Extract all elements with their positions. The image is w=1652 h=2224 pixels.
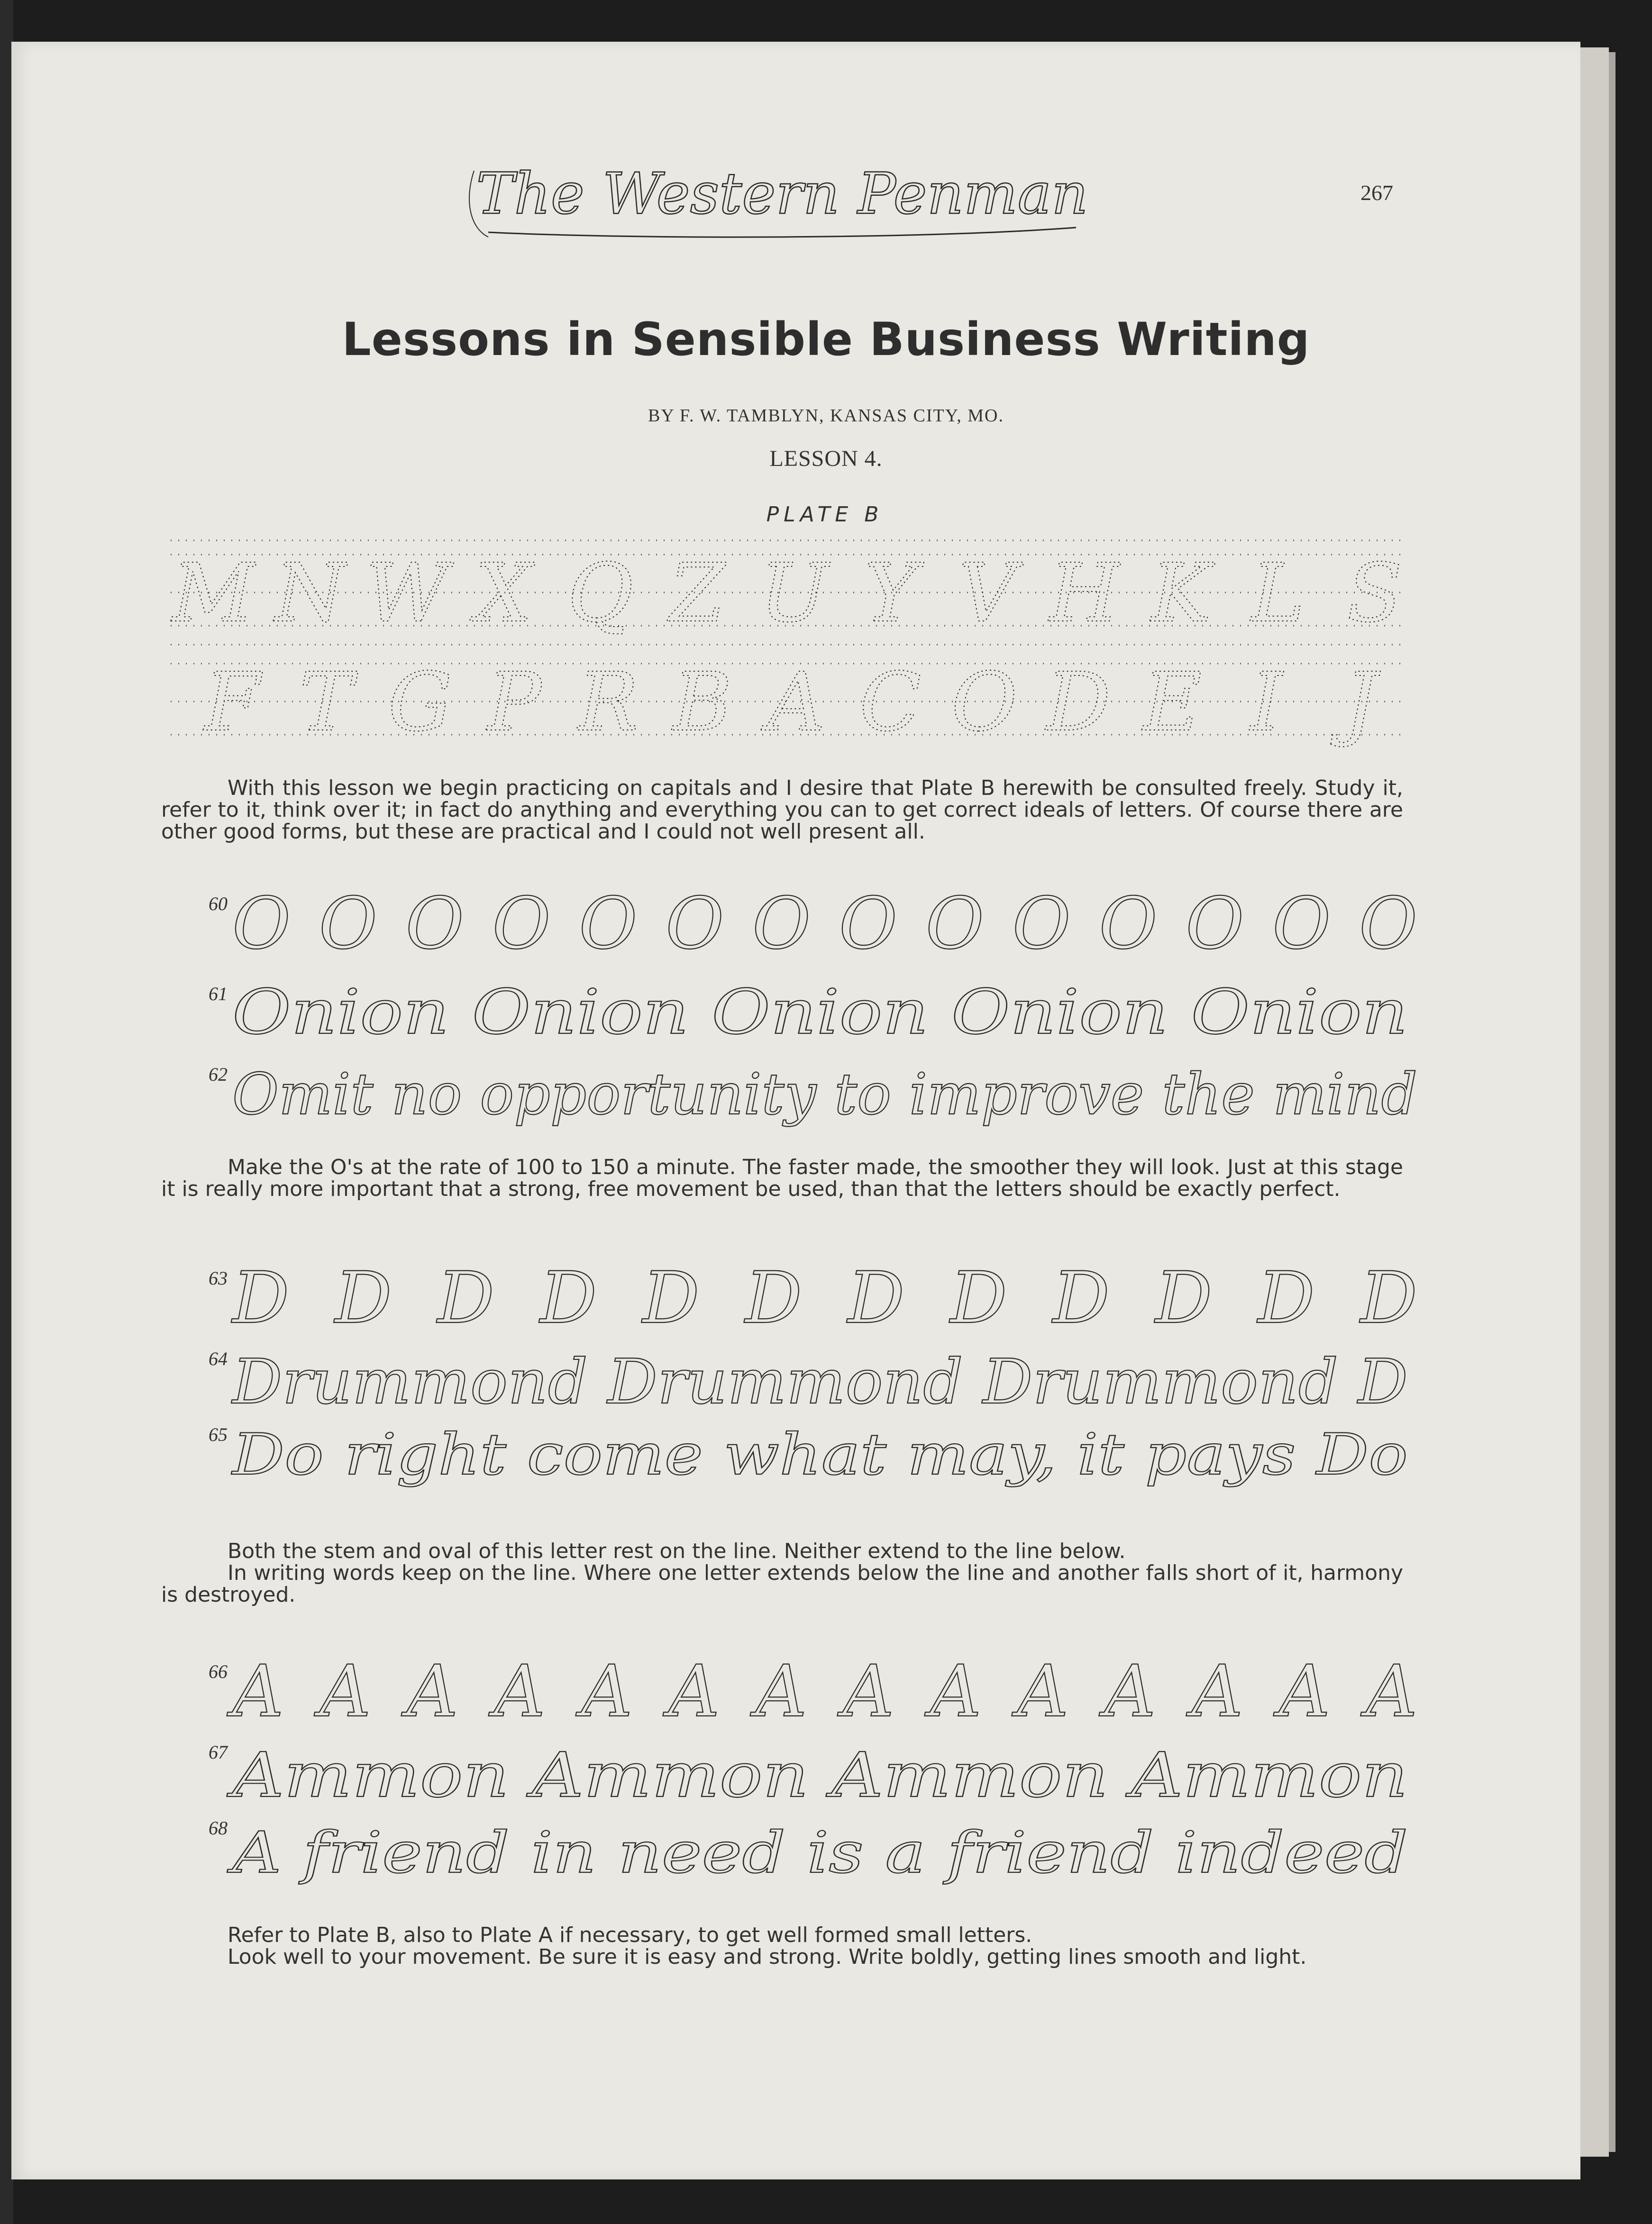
o-note-text: Make the O's at the rate of 100 to 150 a minute. The faster made, the smoother they will look. Just at this stage it is really more important that a strong, free movement be used, than that the letters should be exactly perfect. bbox=[161, 1155, 1403, 1201]
plate-letter: C bbox=[859, 656, 922, 749]
plate-letter: U bbox=[760, 547, 828, 640]
d-note-text-1: Both the stem and oval of this letter rest on the line. Neither extend to the line below. bbox=[228, 1539, 1126, 1563]
plate-letter: X bbox=[475, 547, 533, 640]
exercise-script: Ammon Ammon Ammon Ammon bbox=[227, 1739, 1408, 1811]
plate-letter: P bbox=[487, 656, 542, 749]
exercise-number: 67 bbox=[209, 1741, 228, 1763]
exercise-62 bbox=[161, 1043, 1432, 1142]
a-note-text-1: Refer to Plate B, also to Plate A if necessary, to get well formed small letters. bbox=[228, 1923, 1032, 1947]
article-byline: BY F. W. TAMBLYN, KANSAS CITY, MO. bbox=[648, 406, 1004, 426]
exercise-script: O O O O O O O O O O O O O O bbox=[232, 883, 1417, 965]
exercise-number: 65 bbox=[209, 1424, 228, 1445]
masthead-text: The Western Penman bbox=[476, 161, 1088, 227]
exercise-script: Omit no opportunity to improve the mind bbox=[232, 1062, 1417, 1128]
plate-letter: N bbox=[274, 547, 346, 640]
plate-letter: W bbox=[365, 547, 448, 640]
plate-letter: D bbox=[1046, 656, 1111, 749]
plate-letter: F bbox=[204, 656, 260, 749]
exercise-number: 66 bbox=[209, 1661, 228, 1682]
exercise-number: 60 bbox=[209, 893, 228, 914]
lesson-heading: LESSON 4. bbox=[769, 446, 883, 471]
exercise-script: Drummond Drummond Drummond D bbox=[231, 1346, 1408, 1418]
plate-letter: R bbox=[578, 656, 639, 749]
plate-letter: A bbox=[767, 656, 826, 749]
exercise-number: 62 bbox=[209, 1064, 228, 1085]
plate-letter: M bbox=[172, 547, 255, 640]
plate-b-illustration bbox=[161, 502, 1413, 768]
plate-letter: V bbox=[958, 547, 1017, 640]
exercise-68 bbox=[161, 1801, 1432, 1901]
intro-paragraph bbox=[161, 777, 1403, 843]
intro-text: With this lesson we begin practicing on capitals and I desire that Plate B herewith be consulted freely. Study it, refer to it, think over it; in fact do anything and everything you can to get correct ideals of letters. Of course there are other good forms, but these are practical and I could not well present all. bbox=[161, 776, 1403, 844]
plate-letter: Q bbox=[567, 547, 634, 640]
a-note-text-2: Look well to your movement. Be sure it is easy and strong. Write boldly, getting lines smooth and light. bbox=[228, 1945, 1307, 1969]
exercise-script: A A A A A A A A A A A A A A bbox=[232, 1650, 1417, 1733]
page-number: 267 bbox=[1360, 181, 1393, 205]
exercise-65 bbox=[161, 1403, 1432, 1503]
plate-letter: H bbox=[1049, 547, 1120, 640]
plate-letter: Y bbox=[864, 547, 918, 640]
article-title: Lessons in Sensible Business Writing bbox=[342, 313, 1310, 366]
plate-letter: J bbox=[1344, 656, 1377, 749]
exercise-number: 68 bbox=[209, 1817, 228, 1839]
plate-letter: Z bbox=[669, 547, 725, 640]
plate-letter: E bbox=[1143, 656, 1202, 749]
plate-letter: L bbox=[1251, 547, 1305, 640]
exercise-number: 63 bbox=[209, 1267, 228, 1289]
page-edge-shadow bbox=[1609, 52, 1615, 2152]
exercise-60 bbox=[161, 872, 1432, 972]
exercise-script: A friend in need is a friend indeed bbox=[227, 1820, 1408, 1886]
exercise-number: 64 bbox=[209, 1348, 228, 1369]
plate-letter: K bbox=[1151, 547, 1212, 640]
exercise-number: 61 bbox=[209, 983, 228, 1004]
d-note-paragraph bbox=[161, 1540, 1403, 1606]
d-note-text-2: In writing words keep on the line. Where one letter extends below the line and another falls short of it, harmony is destroyed. bbox=[161, 1561, 1403, 1607]
plate-letter: G bbox=[388, 656, 453, 749]
o-note-paragraph bbox=[161, 1157, 1403, 1200]
plate-label: PLATE B bbox=[766, 502, 884, 527]
plate-letter: S bbox=[1347, 547, 1403, 640]
plate-letter: B bbox=[673, 656, 732, 749]
exercise-script: Do right come what may, it pays Do bbox=[231, 1422, 1408, 1488]
exercise-script: Onion Onion Onion Onion Onion bbox=[232, 976, 1408, 1048]
plate-letter: T bbox=[299, 656, 354, 749]
plate-letter: I bbox=[1250, 656, 1283, 749]
a-note-paragraph bbox=[161, 1924, 1403, 1968]
masthead-logo bbox=[446, 142, 1119, 251]
exercise-script: D D D D D D D D D D D D bbox=[232, 1257, 1417, 1340]
plate-letter: O bbox=[951, 656, 1018, 749]
